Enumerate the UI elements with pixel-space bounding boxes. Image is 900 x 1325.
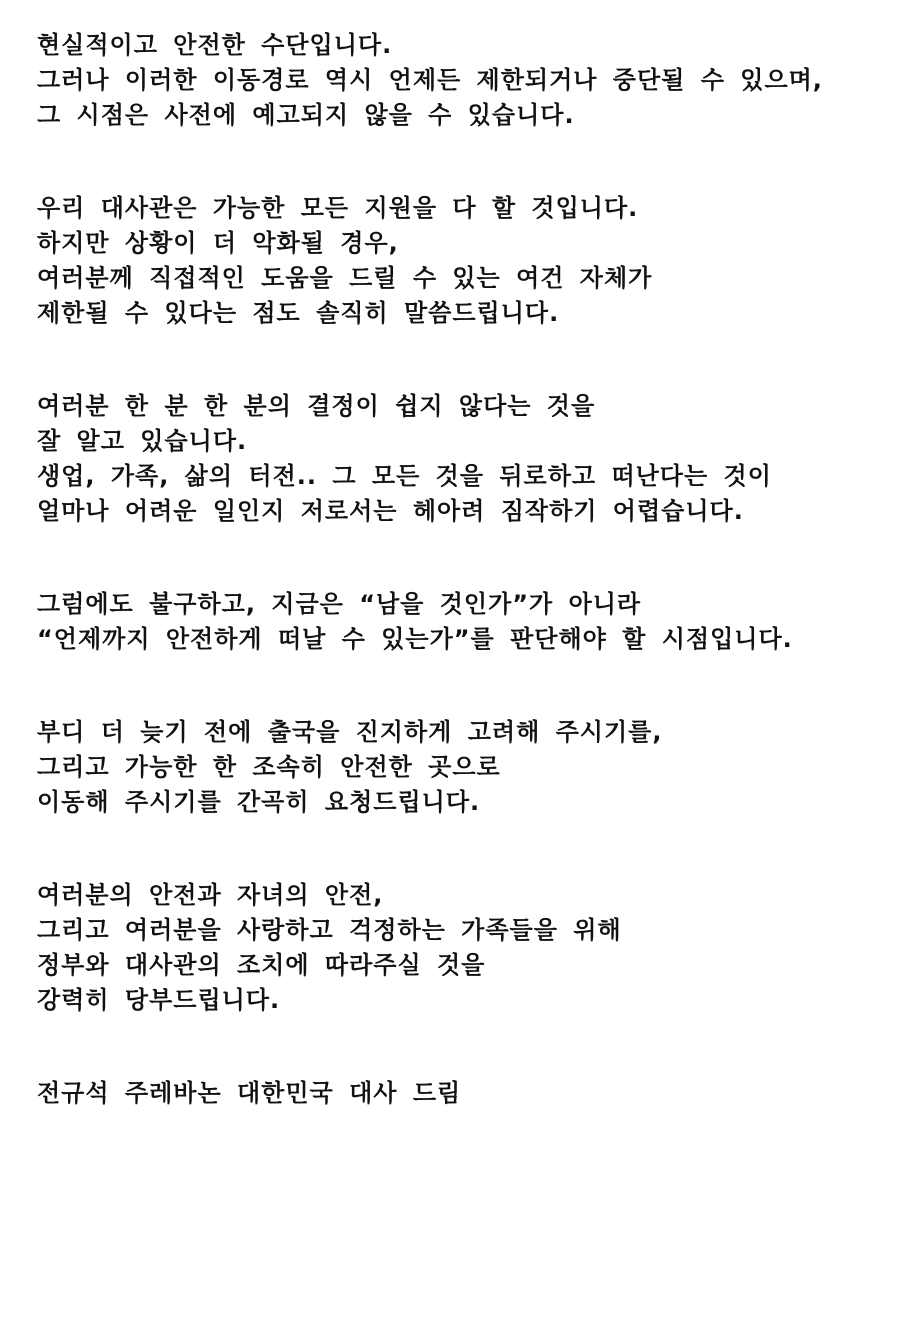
text-line: 이동해 주시기를 간곡히 요청드립니다. xyxy=(37,788,481,816)
text-line: “언제까지 안전하게 떠날 수 있는가”를 판단해야 할 시점입니다. xyxy=(37,625,793,653)
text-line: 우리 대사관은 가능한 모든 지원을 다 할 것입니다. xyxy=(37,194,639,222)
text-line: 그럼에도 불구하고, 지금은 “남을 것인가”가 아니라 xyxy=(37,590,642,618)
text-line: 강력히 당부드립니다. xyxy=(37,986,281,1014)
paragraph-6 xyxy=(37,878,882,1018)
text-line: 하지만 상황이 더 악화될 경우, xyxy=(37,229,399,257)
text-line: 부디 더 늦기 전에 출국을 진지하게 고려해 주시기를, xyxy=(37,718,663,746)
text-line: 얼마나 어려운 일인지 저로서는 헤아려 짐작하기 어렵습니다. xyxy=(37,497,744,525)
text-line: 정부와 대사관의 조치에 따라주실 것을 xyxy=(37,951,486,979)
paragraph-4 xyxy=(37,587,882,657)
text-line: 제한될 수 있다는 점도 솔직히 말씀드립니다. xyxy=(37,299,560,327)
paragraph-1 xyxy=(37,28,882,133)
text-line: 여러분의 안전과 자녀의 안전, xyxy=(37,881,384,909)
text-line: 현실적이고 안전한 수단입니다. xyxy=(37,31,393,59)
text-line: 그리고 여러분을 사랑하고 걱정하는 가족들을 위해 xyxy=(37,916,622,944)
letter-body xyxy=(37,28,882,1111)
signature-paragraph xyxy=(37,1076,882,1111)
paragraph-5 xyxy=(37,715,882,820)
text-line: 잘 알고 있습니다. xyxy=(37,427,248,455)
text-line: 그리고 가능한 한 조속히 안전한 곳으로 xyxy=(37,753,501,781)
text-line: 여러분 한 분 한 분의 결정이 쉽지 않다는 것을 xyxy=(37,392,596,420)
paragraph-3 xyxy=(37,389,882,529)
text-line: 그러나 이러한 이동경로 역시 언제든 제한되거나 중단될 수 있으며, xyxy=(37,66,823,94)
signature-line: 전규석 주레바논 대한민국 대사 드림 xyxy=(37,1079,462,1107)
text-line: 생업, 가족, 삶의 터전.. 그 모든 것을 뒤로하고 떠난다는 것이 xyxy=(37,462,772,490)
text-line: 여러분께 직접적인 도움을 드릴 수 있는 여건 자체가 xyxy=(37,264,653,292)
text-line: 그 시점은 사전에 예고되지 않을 수 있습니다. xyxy=(37,101,575,129)
paragraph-2 xyxy=(37,191,882,331)
